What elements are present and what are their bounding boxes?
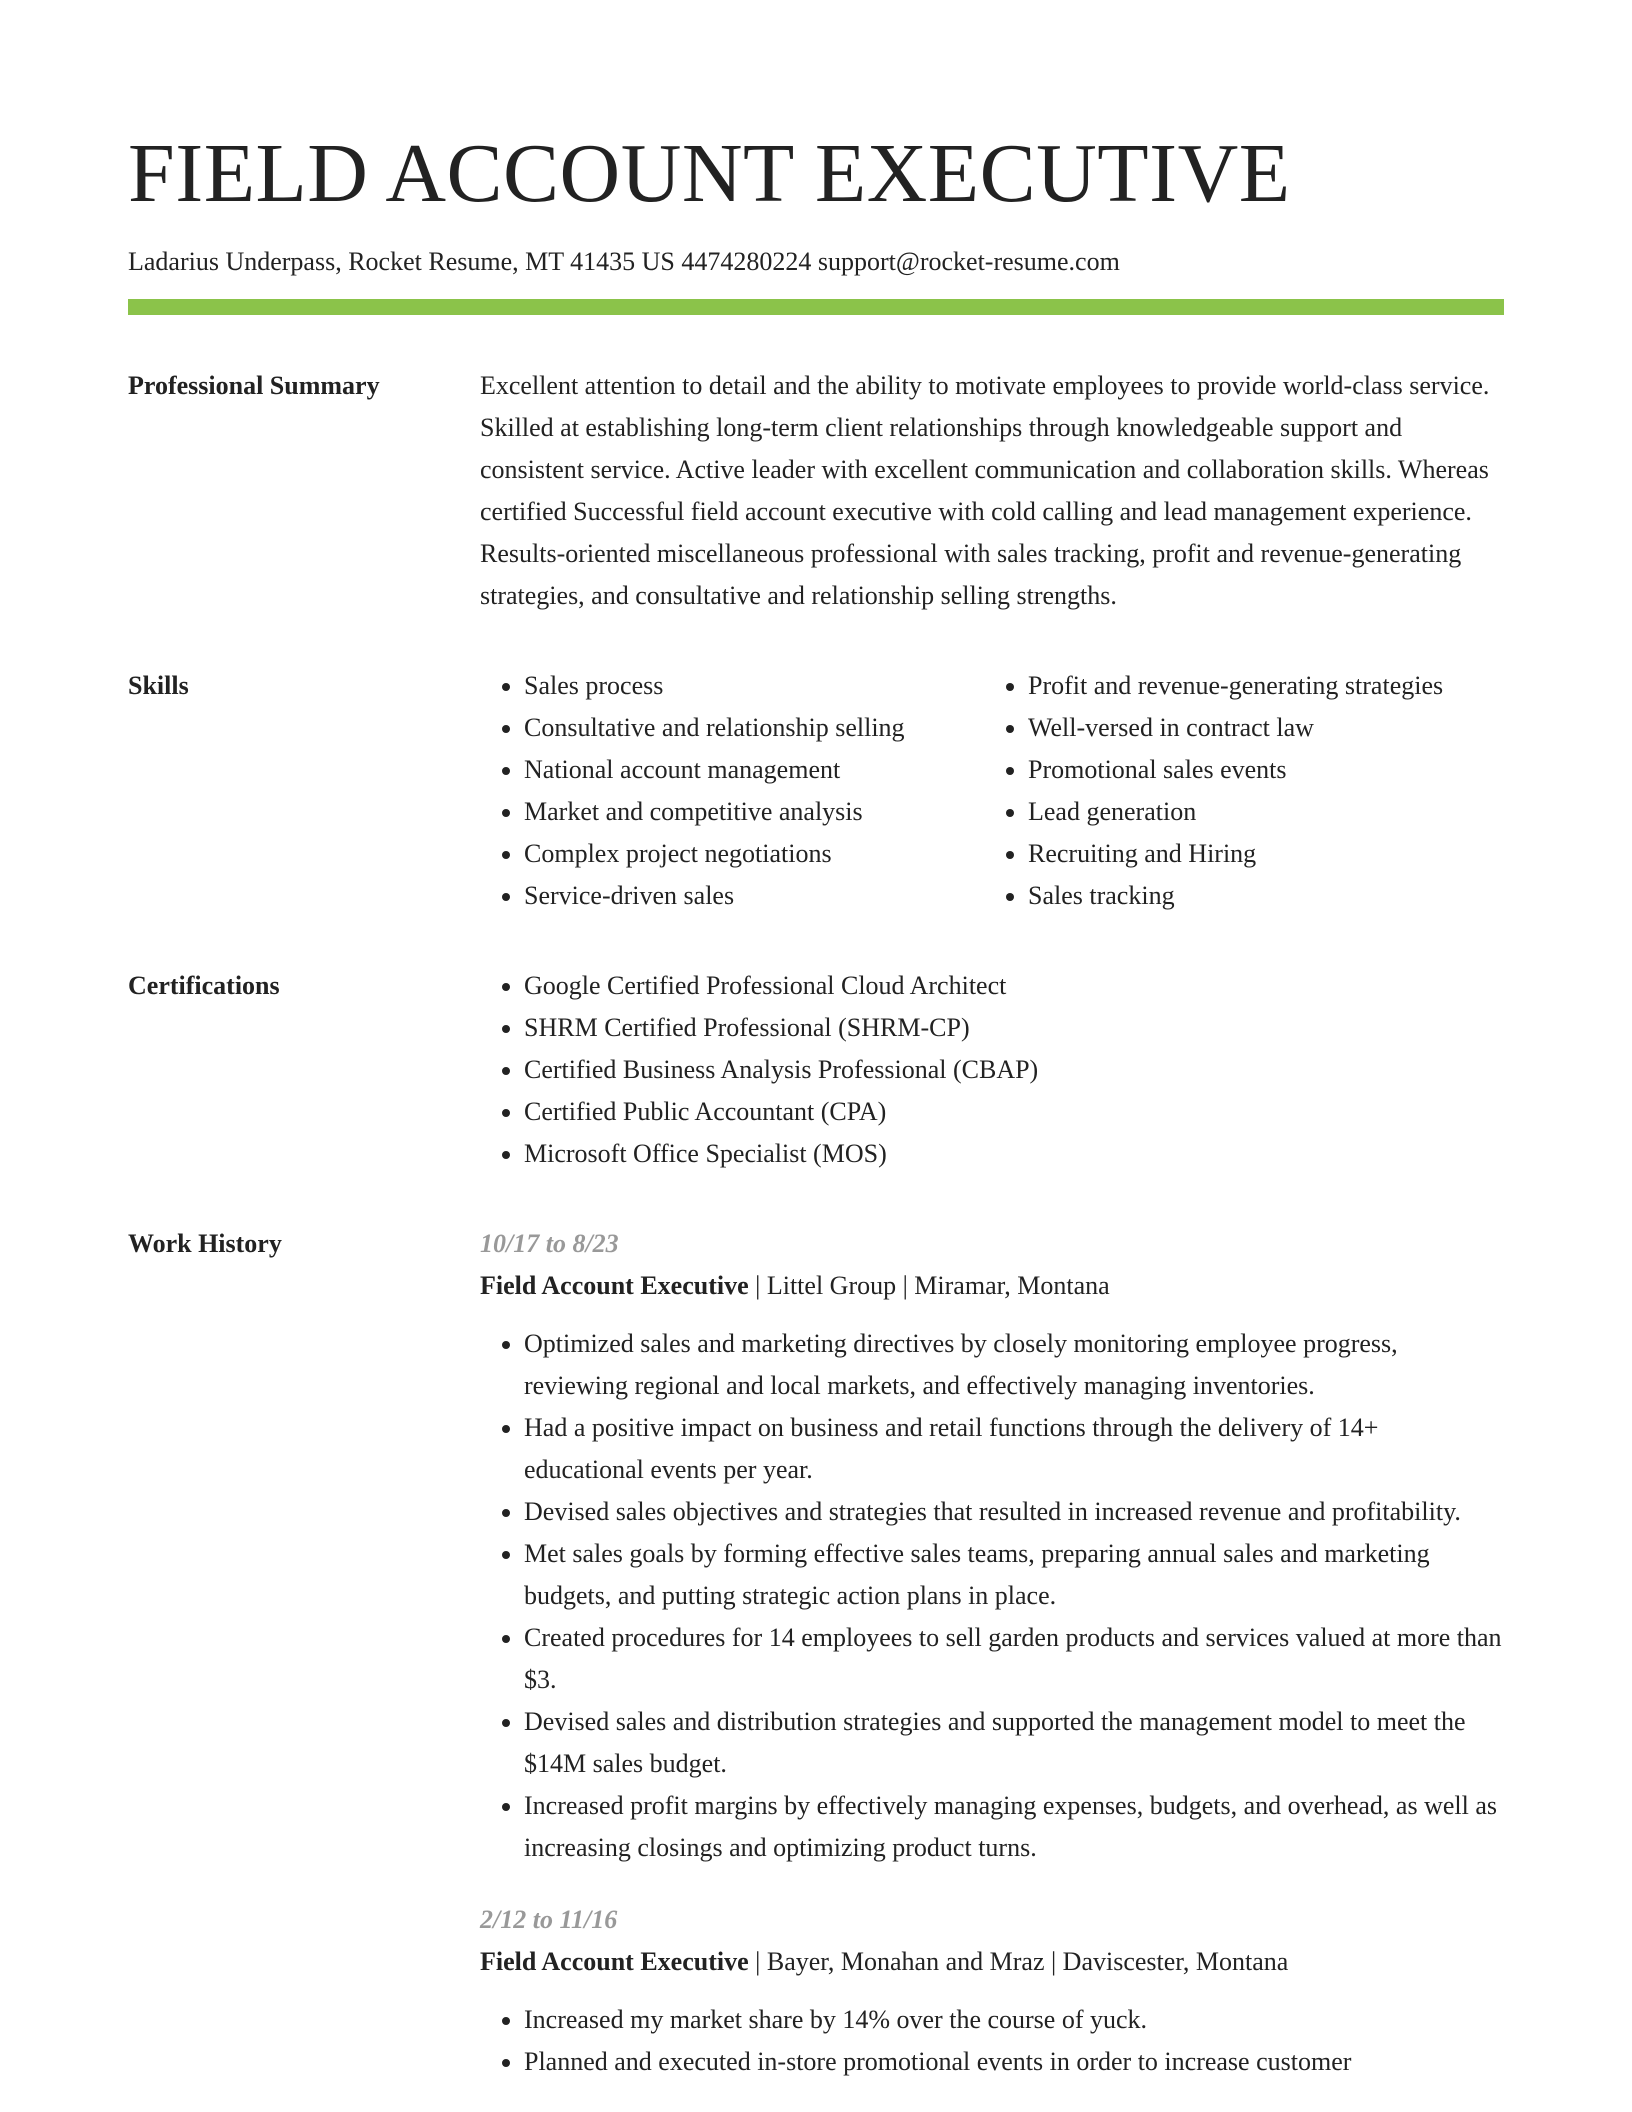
job-title: Field Account Executive xyxy=(480,1947,749,1977)
job-dates: 10/17 to 8/23 xyxy=(480,1229,619,1259)
certification-item: • Certified Public Accountant (CPA) xyxy=(524,1091,1504,1133)
certifications-section xyxy=(128,965,1504,1175)
summary-section xyxy=(128,365,1504,617)
job-details: | Bayer, Monahan and Mraz | Daviscester, Montana xyxy=(748,1947,1289,1977)
skill-item: • Consultative and relationship selling xyxy=(524,707,984,749)
skill-item: • National account management xyxy=(524,749,984,791)
skill-item: • Service-driven sales xyxy=(524,875,984,917)
contact-phone: 4474280224 xyxy=(681,247,812,276)
resume-name: FIELD ACCOUNT EXECUTIVE xyxy=(128,127,1291,220)
job-header xyxy=(480,1265,1504,1307)
summary-heading: Professional Summary xyxy=(128,371,380,401)
skills-list-left xyxy=(480,665,984,917)
certification-item: • Certified Business Analysis Professional (CBAP) xyxy=(524,1049,1504,1091)
header-divider xyxy=(128,299,1504,315)
skills-section xyxy=(128,665,1504,917)
skill-item: • Sales process xyxy=(524,665,984,707)
job-entry xyxy=(480,1223,1504,1869)
job-bullet: • Devised sales objectives and strategies that resulted in increased revenue and profitability. xyxy=(524,1491,1504,1533)
skill-item: • Sales tracking xyxy=(1028,875,1504,917)
skills-list-right xyxy=(984,665,1504,917)
job-bullet: • Had a positive impact on business and retail functions through the delivery of 14+ educational events per year. xyxy=(524,1407,1504,1491)
contact-email: support@rocket-resume.com xyxy=(817,247,1120,276)
certifications-list xyxy=(480,965,1504,1175)
job-header xyxy=(480,1941,1504,1983)
skills-heading: Skills xyxy=(128,671,189,701)
job-bullet: • Optimized sales and marketing directives by closely monitoring employee progress, reviewing regional and local markets, and effectively managing inventories. xyxy=(524,1323,1504,1407)
job-bullets xyxy=(480,1323,1504,1869)
job-bullet: • Devised sales and distribution strategies and supported the management model to meet the $14M sales budget. xyxy=(524,1701,1504,1785)
certifications-heading: Certifications xyxy=(128,971,280,1001)
job-bullet: • Increased my market share by 14% over the course of yuck. xyxy=(524,1999,1504,2041)
job-bullet: • Met sales goals by forming effective sales teams, preparing annual sales and marketing budgets, and putting strategic action plans in place. xyxy=(524,1533,1504,1617)
contact-address: Ladarius Underpass, Rocket Resume, MT 41435 US xyxy=(128,247,675,276)
job-bullets xyxy=(480,1999,1504,2083)
skill-item: • Lead generation xyxy=(1028,791,1504,833)
skill-item: • Complex project negotiations xyxy=(524,833,984,875)
certification-item: • Microsoft Office Specialist (MOS) xyxy=(524,1133,1504,1175)
work-history-heading: Work History xyxy=(128,1229,282,1259)
skill-item: • Recruiting and Hiring xyxy=(1028,833,1504,875)
work-history-section xyxy=(128,1223,1504,2083)
skill-item: • Promotional sales events xyxy=(1028,749,1504,791)
summary-text: Excellent attention to detail and the ability to motivate employees to provide world-class service. Skilled at establishing long-term client relationships through knowledgeable support and consistent service. Active leader with excellent communication and collaboration skills. Whereas certified Successful field account executive with cold calling and lead management experience. Results-oriented miscellaneous professional with sales tracking, profit and revenue-generating strategies, and consultative and relationship selling strengths. xyxy=(480,371,1490,611)
job-bullet: • Increased profit margins by effectively managing expenses, budgets, and overhead, as well as increasing closings and optimizing product turns. xyxy=(524,1785,1504,1869)
certification-item: • Google Certified Professional Cloud Architect xyxy=(524,965,1504,1007)
skill-item: • Profit and revenue-generating strategies xyxy=(1028,665,1504,707)
resume-page xyxy=(128,120,1504,2083)
job-details: | Littel Group | Miramar, Montana xyxy=(748,1271,1110,1301)
job-bullet: • Created procedures for 14 employees to sell garden products and services valued at more than $3. xyxy=(524,1617,1504,1701)
skill-item: • Market and competitive analysis xyxy=(524,791,984,833)
job-entry xyxy=(480,1899,1504,2083)
contact-line xyxy=(128,246,1504,277)
skill-item: • Well-versed in contract law xyxy=(1028,707,1504,749)
certification-item: • SHRM Certified Professional (SHRM-CP) xyxy=(524,1007,1504,1049)
job-title: Field Account Executive xyxy=(480,1271,749,1301)
job-dates: 2/12 to 11/16 xyxy=(480,1905,618,1935)
job-bullet: • Planned and executed in-store promotional events in order to increase customer xyxy=(524,2041,1504,2083)
